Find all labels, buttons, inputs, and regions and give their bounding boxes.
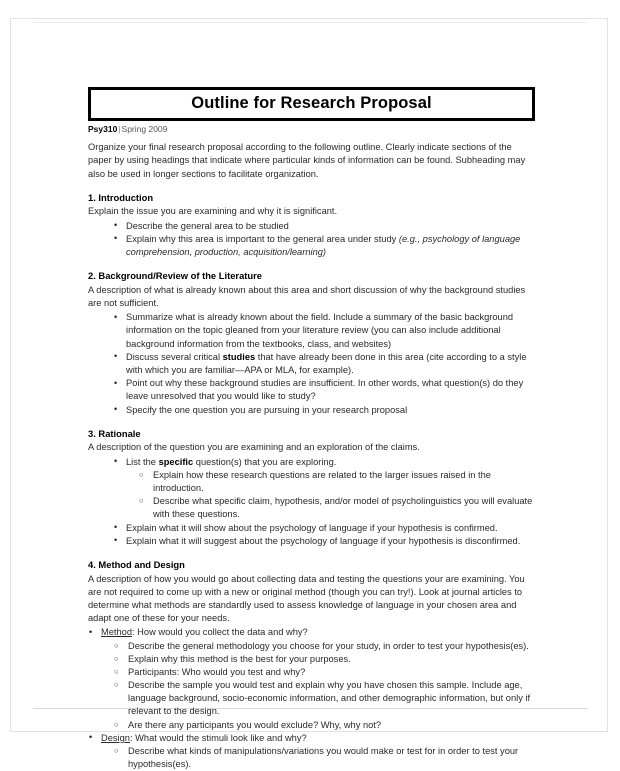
course-separator: | [118, 123, 121, 134]
document-content [88, 87, 535, 771]
bullet-text [126, 312, 513, 348]
bullet-item [113, 404, 535, 417]
bullet-item [88, 626, 535, 639]
bullet-glyph-icon: • [114, 522, 118, 533]
sub-bullet-text: Are there any participants you would exclude? Why, why not? [128, 719, 382, 730]
bullet-text-part: Describe the general area to be studied [126, 220, 289, 231]
bullet-text-part: Explain what it will show about the psychology of language if your hypothesis is confirmed. [126, 522, 498, 533]
bullet-glyph-icon: • [114, 220, 118, 231]
course-term: Spring 2009 [121, 123, 168, 134]
bullet-text-part: Point out why these background studies are insufficient. In other words, what question(s) do they leave unresolved that you would like to study? [126, 378, 524, 402]
bullet-glyph-icon: • [114, 377, 118, 388]
bullet-item [113, 535, 535, 548]
bullet-text [126, 352, 527, 375]
bullet-text-part: Specify the one question you are pursuing in your research proposal [126, 404, 408, 415]
title-box [88, 87, 535, 121]
sub-bullet-text: Describe the general methodology you choose for your study, in order to test your hypothesis(es). [128, 640, 529, 651]
sub-bullet-item [138, 469, 535, 495]
bullet-text [126, 536, 520, 546]
sub-bullet-text: Explain how these research questions are related to the larger issues raised in the introduction. [153, 469, 491, 493]
bullet-text-part: List the [126, 456, 159, 467]
bullet-text [126, 378, 523, 401]
bullet-item [113, 351, 535, 377]
bullet-text-part: question(s) that you are exploring. [193, 456, 337, 467]
bullet-item [113, 233, 535, 259]
bullet-text [126, 221, 289, 231]
bullet-text-part: studies [222, 351, 256, 362]
sub-bullet-item [113, 719, 535, 732]
document-page [10, 18, 608, 770]
sub-bullet-item [113, 679, 535, 719]
sub-bullet-text: Describe the sample you would test and explain why you have chosen this sample. Include age, language background, socio-economic information, and other demographic information, but only if relevant to the design. [128, 680, 531, 717]
course-line [88, 124, 535, 134]
section-heading: 1. Introduction [88, 191, 154, 203]
bullet-text [126, 405, 407, 415]
bullet-text-part: that have already been done in this area (cite according to a style with which you are familiar—APA or MLA, for example). [126, 351, 527, 375]
bullet-item [113, 377, 535, 403]
sub-bullet-item [138, 495, 535, 521]
sub-bullet-item [113, 745, 535, 771]
bullet-text-part: Summarize what is already known about the field. Include a summary of the basic background information on the topic gleaned from your literature review (you can also include additional background information from the textbooks, class, and websites) [126, 312, 514, 349]
section-description: A description of what is already known about this area and short discussion of why the background studies are not sufficient. [88, 284, 526, 309]
bullet-list [88, 220, 535, 260]
section-heading: 4. Method and Design [88, 558, 185, 570]
bullet-item [113, 522, 535, 535]
bullet-item [113, 220, 535, 233]
sub-bullet-glyph-icon: ○ [114, 746, 119, 756]
sub-bullet-list [113, 469, 535, 522]
sub-bullet-glyph-icon: ○ [114, 719, 119, 729]
bullet-text [101, 627, 308, 637]
section-heading: 3. Rationale [88, 427, 141, 439]
sub-bullet-item [113, 666, 535, 679]
sub-bullet-glyph-icon: ○ [114, 680, 119, 690]
page-rule-top [33, 22, 588, 23]
sub-bullet-glyph-icon: ○ [114, 653, 119, 663]
bullet-text-part: : How would you collect the data and why? [132, 627, 308, 638]
bullet-text [126, 457, 336, 467]
sub-bullet-glyph-icon: ○ [114, 666, 119, 676]
page-title: Outline for Research Proposal [191, 94, 432, 112]
bullet-text [101, 733, 307, 743]
bullet-glyph-icon: • [114, 404, 118, 415]
sub-bullet-group [88, 745, 535, 771]
bullet-text [126, 523, 498, 533]
sub-bullet-item [113, 640, 535, 653]
sub-bullet-list [88, 640, 535, 732]
bullet-glyph-icon: • [89, 626, 93, 637]
section-heading: 2. Background/Review of the Literature [88, 270, 262, 282]
bullet-item [113, 456, 535, 469]
section-description: A description of the question you are examining and an exploration of the claims. [88, 442, 420, 453]
sub-bullet-text: Describe what specific claim, hypothesis, and/or model of psycholinguistics you will evaluate with these questions. [153, 496, 533, 520]
bullet-glyph-icon: • [114, 311, 118, 322]
bullet-text-part: Discuss several critical [126, 351, 223, 362]
section-description: Explain the issue you are examining and why it is significant. [88, 206, 338, 217]
sub-bullet-text: Participants: Who would you test and why? [128, 666, 306, 677]
bullet-text-part: Method [101, 627, 133, 638]
document-intro: Organize your final research proposal according to the following outline. Clearly indicate sections of the paper by using headings that indicate where particular kinds of information can be found. Subheading may also be used in longer sections to facilitate organization. [88, 142, 526, 179]
sections-container [88, 192, 535, 771]
section [88, 428, 535, 548]
bullet-glyph-icon: • [114, 456, 118, 467]
sub-bullet-text: Explain why this method is the best for your purposes. [128, 653, 351, 664]
bullet-list [88, 626, 535, 771]
bullet-glyph-icon: • [114, 535, 118, 546]
bullet-text-part: : What would the stimuli look like and why? [129, 732, 307, 743]
sub-bullet-item [113, 653, 535, 666]
sub-bullet-group [113, 469, 535, 522]
bullet-item [88, 732, 535, 745]
bullet-list [88, 311, 535, 417]
bullet-item [113, 311, 535, 351]
bullet-text-part: specific [158, 456, 194, 467]
course-code: Psy310 [88, 123, 118, 134]
section [88, 270, 535, 417]
bullet-glyph-icon: • [114, 233, 118, 244]
bullet-text-part: Explain what it will suggest about the psychology of language if your hypothesis is disconfirmed. [126, 535, 521, 546]
section [88, 559, 535, 771]
bullet-text-part: (e.g., psychology of language comprehension, production, acquisition/learning) [126, 233, 521, 257]
sub-bullet-glyph-icon: ○ [139, 496, 144, 506]
bullet-text-part: Explain why this area is important to the general area under study [126, 233, 399, 244]
bullet-glyph-icon: • [89, 732, 93, 743]
sub-bullet-glyph-icon: ○ [114, 640, 119, 650]
bullet-text-part: Design [101, 732, 130, 743]
bullet-glyph-icon: • [114, 351, 118, 362]
sub-bullet-glyph-icon: ○ [139, 469, 144, 479]
bullet-text [126, 234, 520, 257]
sub-bullet-group [88, 640, 535, 732]
sub-bullet-list [88, 745, 535, 771]
section [88, 192, 535, 259]
bullet-list [88, 456, 535, 548]
section-description: A description of how you would go about collecting data and testing the questions your are examining. You are not required to come up with a new or original method (though you can try!). Look at journal articles to determine what methods are standardly used to assess knowledge of language in your chosen area and adapt one of these for your needs. [88, 573, 525, 624]
sub-bullet-text: Describe what kinds of manipulations/variations you would make or test for in order to test your hypothesis(es). [128, 746, 519, 770]
